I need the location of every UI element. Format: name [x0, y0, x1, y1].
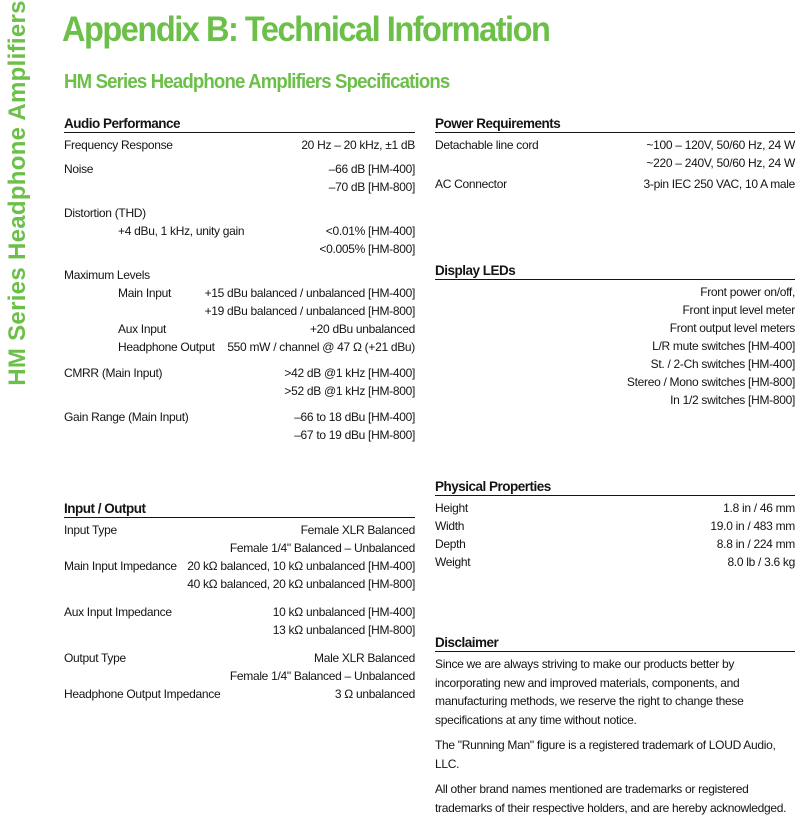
led-item: L/R mute switches [HM-400]: [652, 339, 795, 353]
side-title-text: HM Series Headphone Amplifiers: [4, 0, 32, 386]
spec-label: Detachable line cord: [435, 138, 539, 152]
display-leds-section: [435, 262, 795, 409]
spec-row-height: [435, 499, 795, 517]
spec-value-line: Male XLR Balanced: [314, 651, 415, 665]
page-subtitle: HM Series Headphone Amplifiers Specifications: [64, 71, 450, 93]
spec-label: Weight: [435, 555, 471, 569]
spec-row-width: [435, 517, 795, 535]
spec-row-weight: [435, 553, 795, 571]
spec-value-line: –67 to 19 dBu [HM-800]: [294, 428, 415, 442]
spec-row-ac-connector: [435, 175, 795, 193]
spec-value: [329, 160, 415, 196]
power-requirements-section: [435, 115, 795, 193]
spec-label: Noise: [64, 162, 94, 176]
spec-value: 19.0 in / 483 mm: [710, 519, 795, 533]
spec-label: +4 dBu, 1 kHz, unity gain: [118, 224, 245, 238]
spec-value-line: 13 kΩ unbalanced [HM-800]: [272, 623, 415, 637]
spec-value-line: 40 kΩ balanced, 20 kΩ unbalanced [HM-800]: [187, 577, 415, 591]
led-item: Front output level meters: [669, 321, 795, 335]
spec-label: Frequency Response: [64, 138, 173, 152]
spec-value-line: 10 kΩ unbalanced [HM-400]: [272, 605, 415, 619]
spec-value: 3 Ω unbalanced: [334, 687, 415, 701]
spec-value-line: ~220 – 240V, 50/60 Hz, 24 W: [646, 156, 795, 170]
spec-label: Headphone Output Impedance: [64, 687, 221, 701]
spec-value-line: –66 dB [HM-400]: [328, 162, 415, 176]
power-requirements-title: Power Requirements: [435, 115, 795, 133]
spec-label: Aux Input: [118, 322, 167, 336]
spec-value-line: +19 dBu balanced / unbalanced [HM-800]: [204, 304, 415, 318]
display-leds-title: Display LEDs: [435, 262, 795, 280]
spec-label: Main Input: [118, 286, 172, 300]
led-item: Front power on/off,: [700, 285, 795, 299]
spec-row-headphone-output-impedance: [64, 685, 415, 703]
led-item: St. / 2-Ch switches [HM-400]: [650, 357, 795, 371]
spec-value: [230, 521, 415, 557]
spec-label-distortion: Distortion (THD): [64, 206, 146, 220]
spec-value: 20 Hz – 20 kHz, ±1 dB: [301, 138, 415, 152]
spec-label: Aux Input Impedance: [64, 605, 172, 619]
spec-row-distortion: [64, 222, 415, 258]
spec-value-line: Female 1/4" Balanced – Unbalanced: [229, 669, 415, 683]
spec-row-aux-input-impedance: [64, 603, 415, 639]
spec-value-line: –70 dB [HM-800]: [328, 180, 415, 194]
physical-properties-section: [435, 478, 795, 571]
led-item: Front input level meter: [682, 303, 795, 317]
spec-label: Height: [435, 501, 468, 515]
spec-value: [187, 557, 415, 593]
spec-label: Depth: [435, 537, 466, 551]
spec-label: Headphone Output: [118, 340, 215, 354]
input-output-title: Input / Output: [64, 500, 415, 518]
led-item: In 1/2 switches [HM-800]: [670, 393, 795, 407]
spec-value-line: ~100 – 120V, 50/60 Hz, 24 W: [646, 138, 795, 152]
spec-value-line: >42 dB @1 kHz [HM-400]: [284, 366, 415, 380]
disclaimer-paragraph: Since we are always striving to make our products better by incorporating new and improved materials, components, and manufacturing methods, we reserve the right to change these specifications at any time without notice.: [435, 657, 744, 727]
spec-row-input-type: [64, 521, 415, 557]
spec-row-gain-range: [64, 408, 415, 444]
audio-performance-title: Audio Performance: [64, 115, 415, 133]
spec-label: Main Input Impedance: [64, 559, 177, 573]
spec-label-max-levels: Maximum Levels: [64, 268, 150, 282]
spec-label: Output Type: [64, 651, 126, 665]
led-item: Stereo / Mono switches [HM-800]: [626, 375, 795, 389]
spec-value-line: –66 to 18 dBu [HM-400]: [294, 410, 415, 424]
spec-row-depth: [435, 535, 795, 553]
spec-row-aux-input: [64, 320, 415, 338]
input-output-section: [64, 500, 415, 703]
spec-value-line: Female 1/4" Balanced – Unbalanced: [229, 541, 415, 555]
spec-label: Gain Range (Main Input): [64, 410, 189, 424]
spec-row-headphone-output: [64, 338, 415, 356]
disclaimer-paragraph: All other brand names mentioned are trademarks or registered trademarks of their respective holders, and are hereby acknowledged.: [435, 782, 787, 815]
spec-row-noise: [64, 160, 415, 196]
spec-value: 8.8 in / 224 mm: [716, 537, 795, 551]
spec-row-main-input-impedance: [64, 557, 415, 593]
spec-value: [294, 408, 415, 444]
spec-value: +20 dBu unbalanced: [309, 322, 415, 336]
spec-label: AC Connector: [435, 177, 507, 191]
spec-value-line: <0.01% [HM-400]: [325, 224, 415, 238]
spec-value-line: Female XLR Balanced: [300, 523, 415, 537]
disclaimer-paragraph: The "Running Man" figure is a registered trademark of LOUD Audio, LLC.: [435, 738, 776, 771]
spec-value: 550 mW / channel @ 47 Ω (+21 dBu): [227, 340, 415, 354]
spec-value-line: >52 dB @1 kHz [HM-800]: [284, 384, 415, 398]
spec-value: [319, 222, 415, 258]
physical-properties-title: Physical Properties: [435, 478, 795, 496]
spec-value: [273, 603, 415, 639]
spec-row-line-cord: [435, 136, 795, 172]
spec-value: [230, 649, 415, 685]
disclaimer-section: [435, 634, 795, 824]
spec-value: [646, 136, 795, 172]
audio-performance-section: [64, 115, 415, 444]
spec-value: [284, 364, 415, 400]
page-title: Appendix B: Technical Information: [62, 10, 550, 49]
spec-label: Input Type: [64, 523, 117, 537]
spec-row-output-type: [64, 649, 415, 685]
spec-value: [205, 284, 415, 320]
spec-row-frequency: [64, 136, 415, 154]
side-title: [2, 0, 34, 386]
spec-row-cmrr: [64, 364, 415, 400]
spec-value: 3-pin IEC 250 VAC, 10 A male: [643, 177, 795, 191]
spec-value: 1.8 in / 46 mm: [723, 501, 795, 515]
spec-row-main-input: [64, 284, 415, 320]
spec-label: CMRR (Main Input): [64, 366, 163, 380]
spec-value-line: +15 dBu balanced / unbalanced [HM-400]: [204, 286, 415, 300]
disclaimer-title: Disclaimer: [435, 634, 795, 652]
spec-value-line: 20 kΩ balanced, 10 kΩ unbalanced [HM-400]: [187, 559, 415, 573]
spec-label: Width: [435, 519, 465, 533]
spec-value-line: <0.005% [HM-800]: [319, 242, 415, 256]
spec-value: 8.0 lb / 3.6 kg: [727, 555, 795, 569]
